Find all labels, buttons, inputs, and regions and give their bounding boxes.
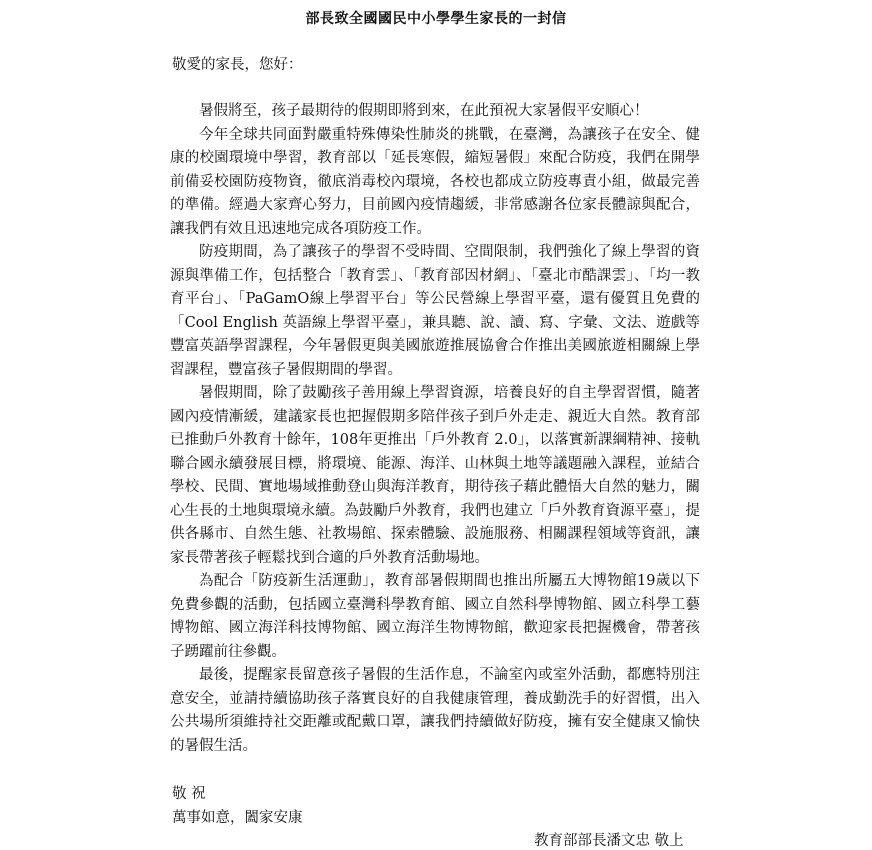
- paragraph: 今年全球共同面對嚴重特殊傳染性肺炎的挑戰，在臺灣，為讓孩子在安全、健康的校園環境中學習，教育部以「延長寒假，縮短暑假」來配合防疫，我們在開學前備妥校園防疫物資，徹底消毒校內環境，各校也都成立防疫專責小組，做最完善的準備。經過大家齊心努力，目前國內疫情趨緩，非常感謝各位家長體諒與配合，讓我們有效且迅速地完成各項防疫工作。: [170, 126, 700, 237]
- letter-title: 部長致全國國民中小學學生家長的一封信: [305, 11, 567, 27]
- letter-body: [170, 100, 700, 758]
- salutation: 敬愛的家長，您好：: [172, 57, 303, 73]
- signature: 教育部部長潘文忠 敬上: [534, 833, 684, 849]
- paragraph: 最後，提醒家長留意孩子暑假的生活作息，不論室內或室外活動，都應特別注意安全，並請持續協助孩子落實良好的自我健康管理，養成勤洗手的好習慣，出入公共場所須維持社交距離或配戴口罩，讓我們持續做好防疫，擁有安全健康又愉快的暑假生活。: [170, 667, 700, 754]
- paragraph: 防疫期間，為了讓孩子的學習不受時間、空間限制，我們強化了線上學習的資源與準備工作，包括整合「教育雲」、「教育部因材網」、「臺北市酷課雲」、「均一教育平台」、「PaGamO線上學習平台」等公民營線上學習平臺，還有優質且免費的「Cool English 英語線上學習平臺」，兼具聽、說、讀、寫、字彙、文法、遊戲等豐富英語學習課程，今年暑假更與美國旅遊推展協會合作推出美國旅遊相關線上學習課程，豐富孩子暑假期間的學習。: [170, 244, 700, 378]
- closing-wishes: 萬事如意，闔家安康: [172, 810, 303, 826]
- closing-greeting: 敬 祝: [172, 786, 206, 802]
- paragraph: 暑假將至，孩子最期待的假期即將到來，在此預祝大家暑假平安順心！: [199, 103, 649, 119]
- paragraph: 為配合「防疫新生活運動」，教育部暑假期間也推出所屬五大博物館19歲以下免費參觀的活動，包括國立臺灣科學教育館、國立自然科學博物館、國立科學工藝博物館、國立海洋科技博物館、國立海洋生物博物館，歡迎家長把握機會，帶著孩子踴躍前往參觀。: [170, 573, 700, 660]
- paragraph: 暑假期間，除了鼓勵孩子善用線上學習資源，培養良好的自主學習習慣，隨著國內疫情漸緩，建議家長也把握假期多陪伴孩子到戶外走走、親近大自然。教育部已推動戶外教育十餘年，108年更推出「戶外教育 2.0」，以落實新課綱精神、接軌聯合國永續發展目標，將環境、能源、海洋、山林與土地等議題融入課程，並結合學校、民間、實地場域推動登山與海洋教育，期待孩子藉此體悟大自然的魅力，關心生長的土地與環境永續。為鼓勵戶外教育，我們也建立「戶外教育資源平臺」，提供各縣市、自然生態、社教場館、探索體驗、設施服務、相關課程領域等資訊，讓家長帶著孩子輕鬆找到合適的戶外教育活動場地。: [170, 385, 700, 566]
